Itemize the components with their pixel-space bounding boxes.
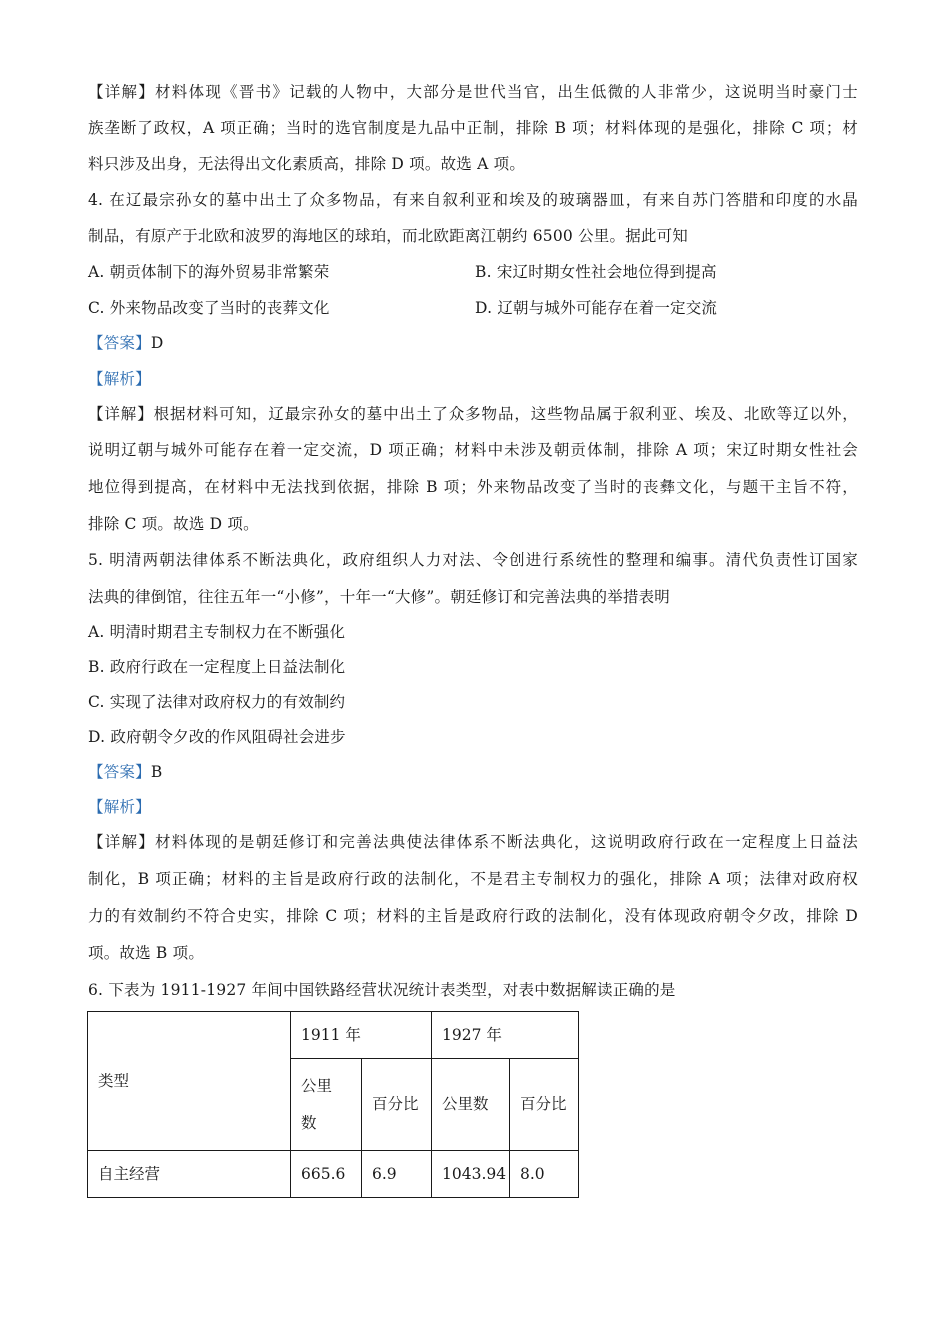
q5-detail-line: 项。故选 B 项。 (88, 944, 205, 962)
q5-analysis-tag: 【解析】 (88, 798, 151, 816)
q5-option-d: D. 政府朝令夕改的作风阻碍社会进步 (88, 728, 346, 746)
q5-stem-line: 法典的律倒馆，往往五年一“小修”，十年一“大修”。朝廷修订和完善法典的举措表明 (88, 588, 670, 606)
q5-answer (88, 762, 162, 782)
q5-stem-line: 5. 明清两朝法律体系不断法典化，政府组织人力对法、令创进行系统性的整理和编事。清代负责性订国家 (88, 551, 858, 569)
q4-option-d: D. 辽朝与城外可能存在着一定交流 (475, 299, 718, 317)
row-km-1911: 665.6 (291, 1151, 362, 1198)
km-1927-header: 公里数 (432, 1059, 510, 1151)
row-pct-1927: 8.0 (510, 1151, 579, 1198)
q5-detail-line: 制化，B 项正确；材料的主旨是政府行政的法制化，不是君主专制权力的强化，排除 A 项；法律对政府权 (88, 870, 858, 888)
q4-detail-line: 地位得到提高，在材料中无法找到依据，排除 B 项；外来物品改变了当时的丧彝文化，与题干主旨不符， (88, 478, 858, 496)
q3-detail-line: 料只涉及出身，无法得出文化素质高，排除 D 项。故选 A 项。 (88, 155, 526, 173)
q4-detail-line: 排除 C 项。故选 D 项。 (88, 515, 259, 533)
answer-value: B (150, 763, 163, 781)
answer-tag: 【答案】 (88, 763, 151, 781)
year-1927-header: 1927 年 (432, 1012, 579, 1059)
row-km-1927: 1043.94 (432, 1151, 510, 1198)
q4-detail-line: 【详解】根据材料可知，辽最宗孙女的墓中出土了众多物品，这些物品属于叙利亚、埃及、北欧等辽以外， (88, 405, 858, 423)
type-header: 类型 (88, 1012, 291, 1151)
km-1911-header: 公里数 (291, 1059, 362, 1151)
row-type: 自主经营 (88, 1151, 291, 1198)
pct-1911-header: 百分比 (362, 1059, 432, 1151)
year-1911-header: 1911 年 (291, 1012, 432, 1059)
q6-stem: 6. 下表为 1911-1927 年间中国铁路经营状况统计表类型，对表中数据解读正确的是 (88, 981, 676, 999)
q4-option-c: C. 外来物品改变了当时的丧葬文化 (88, 299, 330, 317)
q4-answer (88, 333, 163, 353)
q5-option-a: A. 明清时期君主专制权力在不断强化 (88, 623, 346, 641)
answer-value: D (150, 334, 164, 352)
answer-tag: 【答案】 (88, 334, 151, 352)
q4-option-a: A. 朝贡体制下的海外贸易非常繁荣 (88, 263, 330, 281)
table-row (88, 1151, 579, 1198)
q4-stem-line: 4. 在辽最宗孙女的墓中出土了众多物品，有来自叙利亚和埃及的玻璃器皿，有来自苏门答腊和印度的水晶 (88, 191, 858, 209)
q5-detail-line: 力的有效制约不符合史实，排除 C 项；材料的主旨是政府行政的法制化，没有体现政府朝令夕改，排除 D (88, 907, 858, 925)
q3-detail-line: 【详解】材料体现《晋书》记载的人物中，大部分是世代当官，出生低微的人非常少，这说明当时豪门士 (88, 83, 858, 101)
q4-detail-line: 说明辽朝与城外可能存在着一定交流，D 项正确；材料中未涉及朝贡体制，排除 A 项；宋辽时期女性社会 (88, 441, 858, 459)
q3-detail-line: 族垄断了政权，A 项正确；当时的选官制度是九品中正制，排除 B 项；材料体现的是强化，排除 C 项；材 (88, 119, 858, 137)
q4-option-b: B. 宋辽时期女性社会地位得到提高 (475, 263, 717, 281)
row-pct-1911: 6.9 (362, 1151, 432, 1198)
q5-option-c: C. 实现了法律对政府权力的有效制约 (88, 693, 346, 711)
railway-table (87, 1011, 579, 1198)
pct-1927-header: 百分比 (510, 1059, 579, 1151)
q5-option-b: B. 政府行政在一定程度上日益法制化 (88, 658, 346, 676)
q5-detail-line: 【详解】材料体现的是朝廷修订和完善法典使法律体系不断法典化，这说明政府行政在一定程度上日益法 (88, 833, 858, 851)
q4-analysis-tag: 【解析】 (88, 370, 151, 388)
q4-stem-line: 制品，有原产于北欧和波罗的海地区的球珀，而北欧距离江朝约 6500 公里。据此可知 (88, 227, 689, 245)
